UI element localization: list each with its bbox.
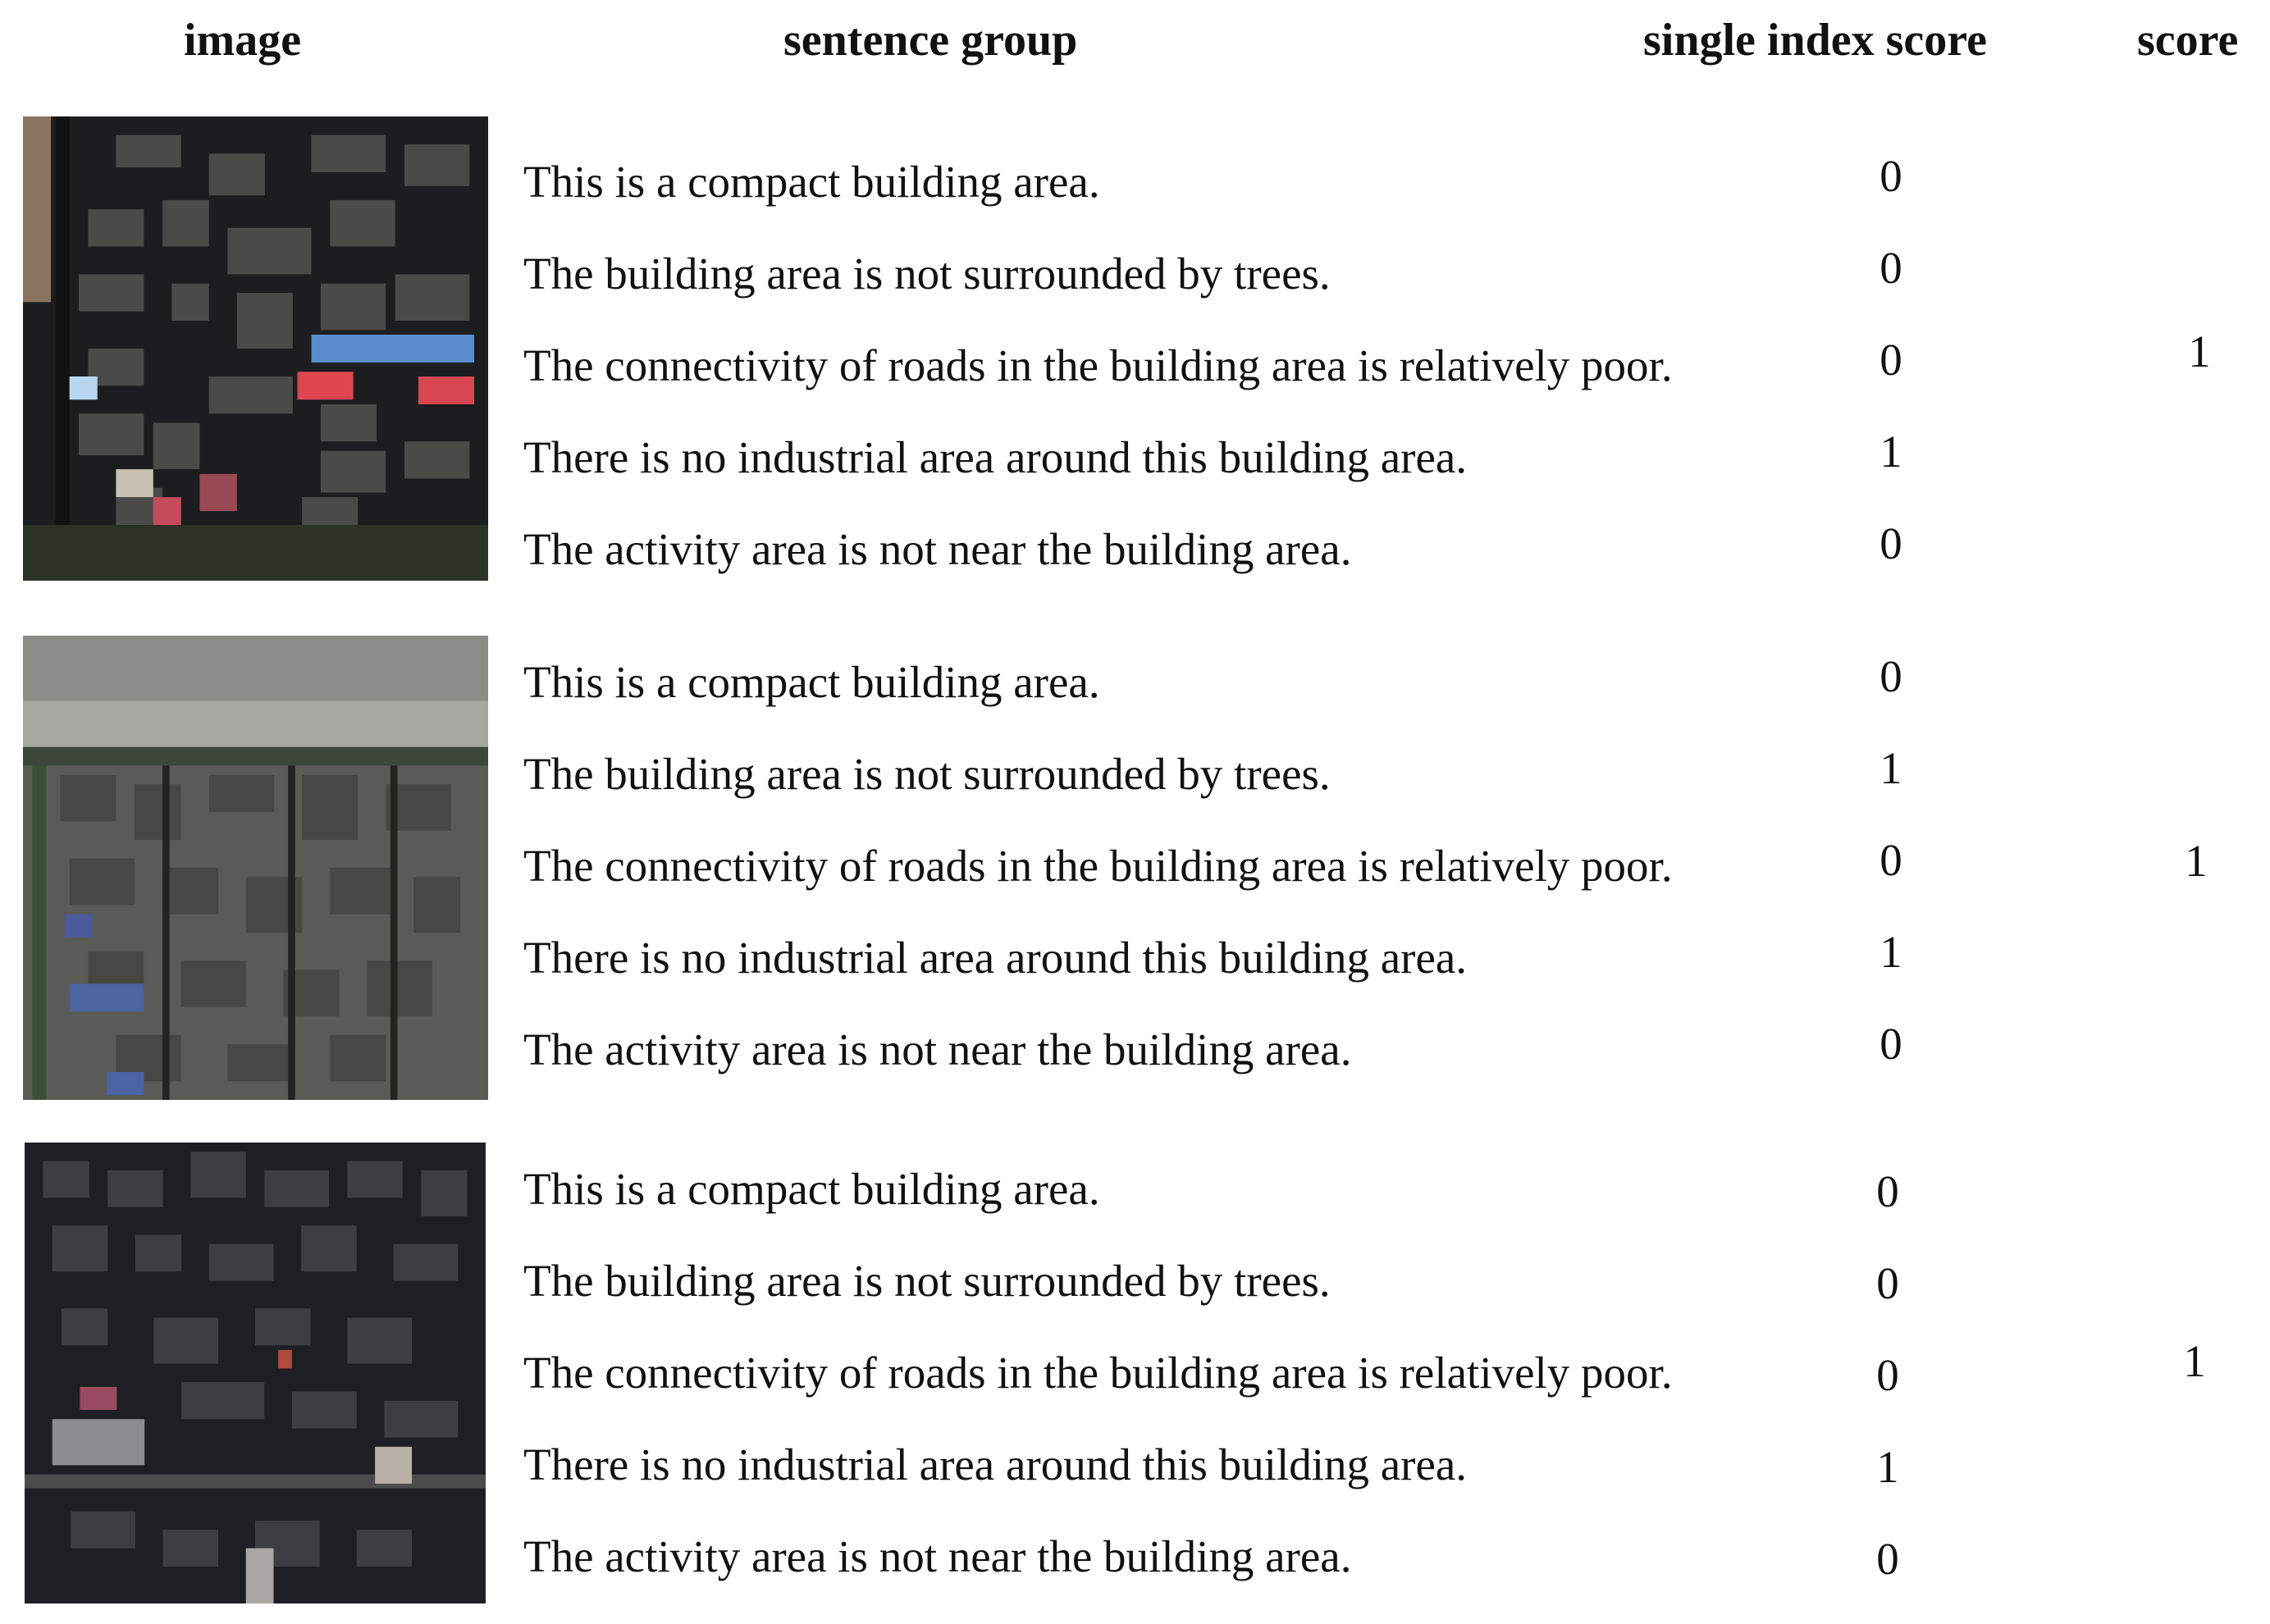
sentence: The building area is not surrounded by trees. xyxy=(523,749,1331,799)
single-index-score: 0 xyxy=(1876,1258,1899,1308)
single-index-score: 1 xyxy=(1879,927,1902,977)
aerial-image-2 xyxy=(23,636,488,1100)
single-index-score: 0 xyxy=(1879,1019,1902,1069)
sentence: There is no industrial area around this building area. xyxy=(523,1439,1468,1489)
sentence: There is no industrial area around this building area. xyxy=(523,933,1468,983)
sentence: There is no industrial area around this building area. xyxy=(523,432,1468,482)
single-index-score: 0 xyxy=(1876,1534,1899,1584)
total-score: 1 xyxy=(2185,836,2208,886)
sentence: The building area is not surrounded by trees. xyxy=(523,249,1331,299)
sentence: This is a compact building area. xyxy=(523,1164,1100,1214)
sentence: The connectivity of roads in the building area is relatively poor. xyxy=(523,1348,1673,1398)
single-index-score: 0 xyxy=(1876,1166,1899,1216)
single-index-score: 0 xyxy=(1876,1350,1899,1400)
header-sentence-group: sentence group xyxy=(783,15,1078,66)
header-score: score xyxy=(2137,15,2239,66)
header-image: image xyxy=(184,15,302,66)
single-index-score: 1 xyxy=(1879,427,1902,477)
total-score: 1 xyxy=(2183,1336,2206,1386)
single-index-score: 0 xyxy=(1879,151,1902,201)
single-index-score: 0 xyxy=(1879,651,1902,701)
single-index-score: 1 xyxy=(1876,1442,1899,1492)
single-index-score: 0 xyxy=(1879,243,1902,293)
single-index-score: 0 xyxy=(1879,335,1902,385)
sentence: This is a compact building area. xyxy=(523,657,1100,707)
sentence: The connectivity of roads in the building area is relatively poor. xyxy=(523,340,1673,390)
row-1 xyxy=(0,116,2270,581)
row-3 xyxy=(0,1143,2270,1603)
sentence: This is a compact building area. xyxy=(523,157,1100,207)
sentence: The activity area is not near the building area. xyxy=(523,524,1352,574)
aerial-image-3 xyxy=(25,1143,486,1603)
sentence: The activity area is not near the building area. xyxy=(523,1024,1352,1074)
single-index-score: 1 xyxy=(1879,743,1902,793)
single-index-score: 0 xyxy=(1879,835,1902,885)
sentence: The building area is not surrounded by trees. xyxy=(523,1256,1331,1306)
single-index-score: 0 xyxy=(1879,518,1902,568)
total-score: 1 xyxy=(2188,326,2211,376)
aerial-image-1 xyxy=(23,116,488,581)
header-single-index-score: single index score xyxy=(1643,15,1987,66)
sentence: The activity area is not near the building area. xyxy=(523,1531,1352,1581)
sentence: The connectivity of roads in the building area is relatively poor. xyxy=(523,841,1673,891)
row-2 xyxy=(0,636,2270,1100)
